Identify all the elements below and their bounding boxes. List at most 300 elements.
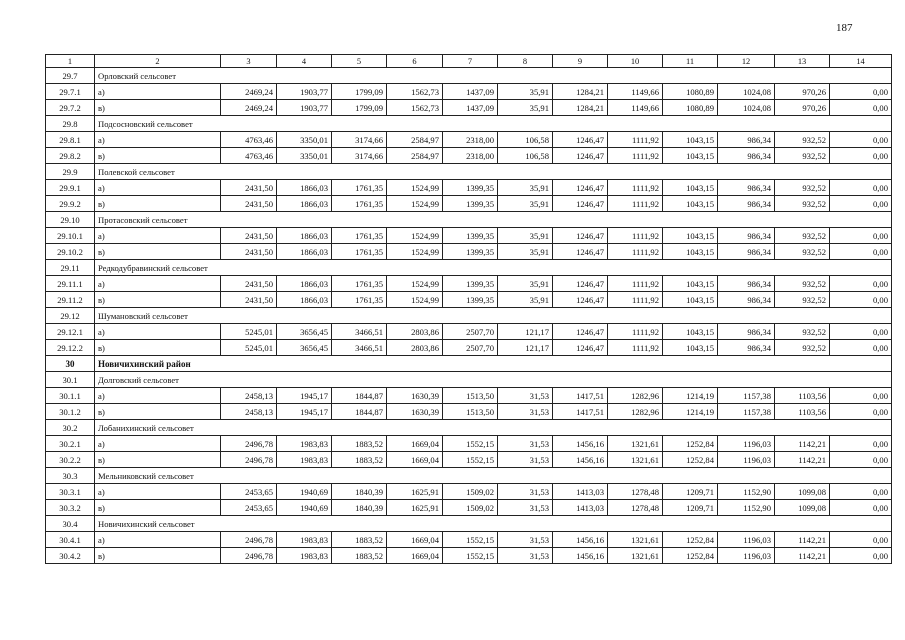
value-cell: 1437,09 [443,100,498,116]
row-label: в) [95,548,221,564]
value-cell: 1024,08 [718,84,775,100]
table-row [46,404,892,420]
value-cell: 0,00 [830,276,892,292]
value-cell: 2431,50 [221,196,277,212]
value-cell: 0,00 [830,500,892,516]
value-cell: 1630,39 [387,404,443,420]
value-cell: 1111,92 [608,228,663,244]
group-row [46,260,892,276]
value-cell: 1278,48 [608,500,663,516]
value-cell: 1669,04 [387,436,443,452]
value-cell: 1562,73 [387,100,443,116]
value-cell: 1111,92 [608,244,663,260]
row-code: 29.9.2 [46,196,95,212]
value-cell: 35,91 [498,228,553,244]
value-cell: 0,00 [830,180,892,196]
row-label: в) [95,340,221,356]
value-cell: 31,53 [498,404,553,420]
value-cell: 2469,24 [221,84,277,100]
value-cell: 1456,16 [553,548,608,564]
value-cell: 2431,50 [221,180,277,196]
value-cell: 1399,35 [443,292,498,308]
value-cell: 932,52 [775,276,830,292]
value-cell: 1099,08 [775,484,830,500]
value-cell: 1246,47 [553,244,608,260]
value-cell: 31,53 [498,388,553,404]
value-cell: 932,52 [775,228,830,244]
value-cell: 1399,35 [443,276,498,292]
row-code: 29.11.1 [46,276,95,292]
value-cell: 1840,39 [332,484,387,500]
value-cell: 986,34 [718,196,775,212]
table-row [46,292,892,308]
value-cell: 1111,92 [608,292,663,308]
value-cell: 1552,15 [443,436,498,452]
value-cell: 1142,21 [775,548,830,564]
value-cell: 1945,17 [277,388,332,404]
value-cell: 1246,47 [553,180,608,196]
table-row [46,276,892,292]
value-cell: 1196,03 [718,548,775,564]
table-row [46,100,892,116]
value-cell: 1945,17 [277,404,332,420]
value-cell: 1940,69 [277,500,332,516]
row-code: 29.10.1 [46,228,95,244]
value-cell: 986,34 [718,276,775,292]
row-code: 29.7.2 [46,100,95,116]
row-code: 29.8.2 [46,148,95,164]
value-cell: 1246,47 [553,132,608,148]
value-cell: 1157,38 [718,388,775,404]
value-cell: 1142,21 [775,532,830,548]
value-cell: 1246,47 [553,228,608,244]
value-cell: 1562,73 [387,84,443,100]
value-cell: 4763,46 [221,148,277,164]
value-cell: 1099,08 [775,500,830,516]
table-body [46,55,892,564]
row-label: в) [95,196,221,212]
column-header-14: 14 [830,55,892,68]
value-cell: 986,34 [718,340,775,356]
value-cell: 31,53 [498,484,553,500]
value-cell: 1630,39 [387,388,443,404]
value-cell: 1983,83 [277,532,332,548]
value-cell: 0,00 [830,324,892,340]
value-cell: 1252,84 [663,532,718,548]
value-cell: 1111,92 [608,148,663,164]
value-cell: 986,34 [718,148,775,164]
value-cell: 2584,97 [387,148,443,164]
council-name: Мельниковский сельсовет [95,468,892,484]
table-row [46,148,892,164]
value-cell: 1513,50 [443,388,498,404]
value-cell: 2496,78 [221,452,277,468]
column-header-8: 8 [498,55,553,68]
value-cell: 0,00 [830,100,892,116]
value-cell: 1799,09 [332,84,387,100]
group-row [46,308,892,324]
value-cell: 1246,47 [553,324,608,340]
row-label: в) [95,292,221,308]
value-cell: 1761,35 [332,196,387,212]
value-cell: 31,53 [498,532,553,548]
value-cell: 986,34 [718,324,775,340]
council-name: Долговский сельсовет [95,372,892,388]
value-cell: 0,00 [830,84,892,100]
row-label: а) [95,132,221,148]
value-cell: 2496,78 [221,532,277,548]
value-cell: 1669,04 [387,452,443,468]
value-cell: 1282,96 [608,388,663,404]
table-row [46,228,892,244]
value-cell: 1844,87 [332,388,387,404]
row-code: 29.7.1 [46,84,95,100]
value-cell: 1437,09 [443,84,498,100]
value-cell: 932,52 [775,340,830,356]
row-code: 30.1.1 [46,388,95,404]
header-row [46,55,892,68]
value-cell: 1413,03 [553,484,608,500]
value-cell: 1552,15 [443,452,498,468]
value-cell: 3174,66 [332,132,387,148]
row-label: а) [95,324,221,340]
value-cell: 1761,35 [332,276,387,292]
value-cell: 1196,03 [718,436,775,452]
value-cell: 0,00 [830,436,892,452]
group-row [46,372,892,388]
row-code: 30.4.2 [46,548,95,564]
value-cell: 2318,00 [443,132,498,148]
value-cell: 1866,03 [277,276,332,292]
table-row [46,180,892,196]
value-cell: 0,00 [830,292,892,308]
value-cell: 1149,66 [608,100,663,116]
value-cell: 31,53 [498,452,553,468]
value-cell: 1903,77 [277,84,332,100]
value-cell: 1246,47 [553,340,608,356]
table-row [46,132,892,148]
value-cell: 1509,02 [443,500,498,516]
row-code: 30.3 [46,468,95,484]
row-label: в) [95,500,221,516]
row-code: 30.2.1 [46,436,95,452]
row-code: 30.4 [46,516,95,532]
value-cell: 1111,92 [608,180,663,196]
table-row [46,500,892,516]
value-cell: 1866,03 [277,180,332,196]
council-name: Редкодубравинский сельсовет [95,260,892,276]
value-cell: 1669,04 [387,532,443,548]
value-cell: 1509,02 [443,484,498,500]
value-cell: 1111,92 [608,324,663,340]
row-code: 29.11 [46,260,95,276]
group-row [46,164,892,180]
row-code: 29.12 [46,308,95,324]
value-cell: 2318,00 [443,148,498,164]
row-code: 29.11.2 [46,292,95,308]
value-cell: 1940,69 [277,484,332,500]
value-cell: 1524,99 [387,196,443,212]
council-name: Шумановский сельсовет [95,308,892,324]
value-cell: 1883,52 [332,436,387,452]
value-cell: 1399,35 [443,244,498,260]
value-cell: 1284,21 [553,100,608,116]
page-number: 187 [836,22,853,34]
value-cell: 3350,01 [277,148,332,164]
value-cell: 1456,16 [553,436,608,452]
value-cell: 932,52 [775,324,830,340]
value-cell: 2803,86 [387,324,443,340]
column-header-6: 6 [387,55,443,68]
value-cell: 2507,70 [443,324,498,340]
value-cell: 986,34 [718,132,775,148]
value-cell: 932,52 [775,196,830,212]
value-cell: 0,00 [830,484,892,500]
row-code: 30.3.1 [46,484,95,500]
column-header-4: 4 [277,55,332,68]
column-header-3: 3 [221,55,277,68]
value-cell: 1246,47 [553,148,608,164]
value-cell: 1282,96 [608,404,663,420]
value-cell: 1866,03 [277,196,332,212]
row-label: в) [95,452,221,468]
column-header-7: 7 [443,55,498,68]
value-cell: 1552,15 [443,532,498,548]
row-label: а) [95,180,221,196]
row-code: 29.12.1 [46,324,95,340]
value-cell: 35,91 [498,244,553,260]
value-cell: 0,00 [830,228,892,244]
value-cell: 35,91 [498,100,553,116]
value-cell: 35,91 [498,292,553,308]
value-cell: 1214,19 [663,388,718,404]
value-cell: 3174,66 [332,148,387,164]
value-cell: 1761,35 [332,244,387,260]
row-code: 30.4.1 [46,532,95,548]
table-row [46,196,892,212]
value-cell: 1142,21 [775,452,830,468]
value-cell: 0,00 [830,404,892,420]
value-cell: 1983,83 [277,436,332,452]
group-row [46,420,892,436]
value-cell: 986,34 [718,180,775,196]
value-cell: 1196,03 [718,532,775,548]
value-cell: 31,53 [498,500,553,516]
value-cell: 970,26 [775,84,830,100]
value-cell: 932,52 [775,180,830,196]
value-cell: 2496,78 [221,548,277,564]
row-code: 29.8.1 [46,132,95,148]
value-cell: 0,00 [830,244,892,260]
column-header-13: 13 [775,55,830,68]
district-name: Новичихинский район [95,356,892,372]
row-code: 29.8 [46,116,95,132]
value-cell: 932,52 [775,132,830,148]
row-code: 29.10.2 [46,244,95,260]
value-cell: 1284,21 [553,84,608,100]
value-cell: 1252,84 [663,436,718,452]
table-row [46,484,892,500]
value-cell: 1043,15 [663,196,718,212]
value-cell: 3466,51 [332,324,387,340]
value-cell: 1246,47 [553,292,608,308]
value-cell: 1399,35 [443,228,498,244]
value-cell: 1417,51 [553,388,608,404]
value-cell: 1157,38 [718,404,775,420]
value-cell: 1209,71 [663,500,718,516]
council-name: Полевской сельсовет [95,164,892,180]
value-cell: 106,58 [498,148,553,164]
value-cell: 1524,99 [387,276,443,292]
value-cell: 1883,52 [332,452,387,468]
value-cell: 1903,77 [277,100,332,116]
value-cell: 31,53 [498,548,553,564]
group-row [46,516,892,532]
row-label: а) [95,388,221,404]
value-cell: 2453,65 [221,500,277,516]
value-cell: 121,17 [498,324,553,340]
value-cell: 1043,15 [663,132,718,148]
section-row [46,356,892,372]
value-cell: 2431,50 [221,276,277,292]
value-cell: 3656,45 [277,324,332,340]
value-cell: 35,91 [498,180,553,196]
row-code: 29.12.2 [46,340,95,356]
council-name: Лобанихинский сельсовет [95,420,892,436]
row-code: 29.10 [46,212,95,228]
group-row [46,116,892,132]
value-cell: 1456,16 [553,452,608,468]
tariff-table [45,54,892,564]
row-code: 30.1.2 [46,404,95,420]
value-cell: 1983,83 [277,452,332,468]
value-cell: 0,00 [830,388,892,404]
value-cell: 1669,04 [387,548,443,564]
row-label: а) [95,532,221,548]
row-code: 30.3.2 [46,500,95,516]
row-label: а) [95,436,221,452]
table-row [46,548,892,564]
row-code: 30.2.2 [46,452,95,468]
value-cell: 1103,56 [775,388,830,404]
value-cell: 31,53 [498,436,553,452]
value-cell: 1196,03 [718,452,775,468]
value-cell: 2453,65 [221,484,277,500]
value-cell: 1043,15 [663,324,718,340]
value-cell: 1761,35 [332,228,387,244]
value-cell: 1024,08 [718,100,775,116]
value-cell: 35,91 [498,276,553,292]
table-row [46,388,892,404]
value-cell: 1111,92 [608,196,663,212]
value-cell: 0,00 [830,340,892,356]
value-cell: 1413,03 [553,500,608,516]
value-cell: 35,91 [498,84,553,100]
value-cell: 1513,50 [443,404,498,420]
value-cell: 1524,99 [387,228,443,244]
value-cell: 1043,15 [663,292,718,308]
value-cell: 5245,01 [221,340,277,356]
value-cell: 986,34 [718,244,775,260]
value-cell: 106,58 [498,132,553,148]
value-cell: 932,52 [775,148,830,164]
value-cell: 1625,91 [387,484,443,500]
row-code: 30.2 [46,420,95,436]
group-row [46,68,892,84]
value-cell: 1866,03 [277,228,332,244]
council-name: Новичихинский сельсовет [95,516,892,532]
value-cell: 0,00 [830,532,892,548]
row-label: в) [95,244,221,260]
row-label: в) [95,404,221,420]
value-cell: 1321,61 [608,452,663,468]
group-row [46,468,892,484]
value-cell: 932,52 [775,244,830,260]
value-cell: 1043,15 [663,276,718,292]
value-cell: 1625,91 [387,500,443,516]
value-cell: 35,91 [498,196,553,212]
value-cell: 1417,51 [553,404,608,420]
value-cell: 4763,46 [221,132,277,148]
row-label: а) [95,484,221,500]
table-row [46,244,892,260]
value-cell: 1080,89 [663,84,718,100]
row-code: 30.1 [46,372,95,388]
value-cell: 970,26 [775,100,830,116]
column-header-9: 9 [553,55,608,68]
value-cell: 1399,35 [443,196,498,212]
value-cell: 1149,66 [608,84,663,100]
value-cell: 0,00 [830,196,892,212]
value-cell: 2469,24 [221,100,277,116]
value-cell: 2431,50 [221,292,277,308]
table-row [46,324,892,340]
value-cell: 1840,39 [332,500,387,516]
value-cell: 1552,15 [443,548,498,564]
row-label: а) [95,84,221,100]
value-cell: 1214,19 [663,404,718,420]
value-cell: 2458,13 [221,388,277,404]
value-cell: 3466,51 [332,340,387,356]
table-row [46,84,892,100]
value-cell: 1761,35 [332,292,387,308]
value-cell: 932,52 [775,292,830,308]
value-cell: 121,17 [498,340,553,356]
value-cell: 1399,35 [443,180,498,196]
value-cell: 5245,01 [221,324,277,340]
value-cell: 1278,48 [608,484,663,500]
council-name: Протасовский сельсовет [95,212,892,228]
value-cell: 2431,50 [221,244,277,260]
value-cell: 0,00 [830,548,892,564]
row-label: а) [95,276,221,292]
value-cell: 1152,90 [718,484,775,500]
value-cell: 1043,15 [663,340,718,356]
row-label: а) [95,228,221,244]
row-label: в) [95,100,221,116]
value-cell: 1883,52 [332,548,387,564]
value-cell: 0,00 [830,132,892,148]
value-cell: 986,34 [718,228,775,244]
value-cell: 1246,47 [553,196,608,212]
group-row [46,212,892,228]
table-row [46,340,892,356]
value-cell: 1799,09 [332,100,387,116]
value-cell: 1209,71 [663,484,718,500]
value-cell: 1321,61 [608,436,663,452]
value-cell: 0,00 [830,452,892,468]
value-cell: 1111,92 [608,276,663,292]
